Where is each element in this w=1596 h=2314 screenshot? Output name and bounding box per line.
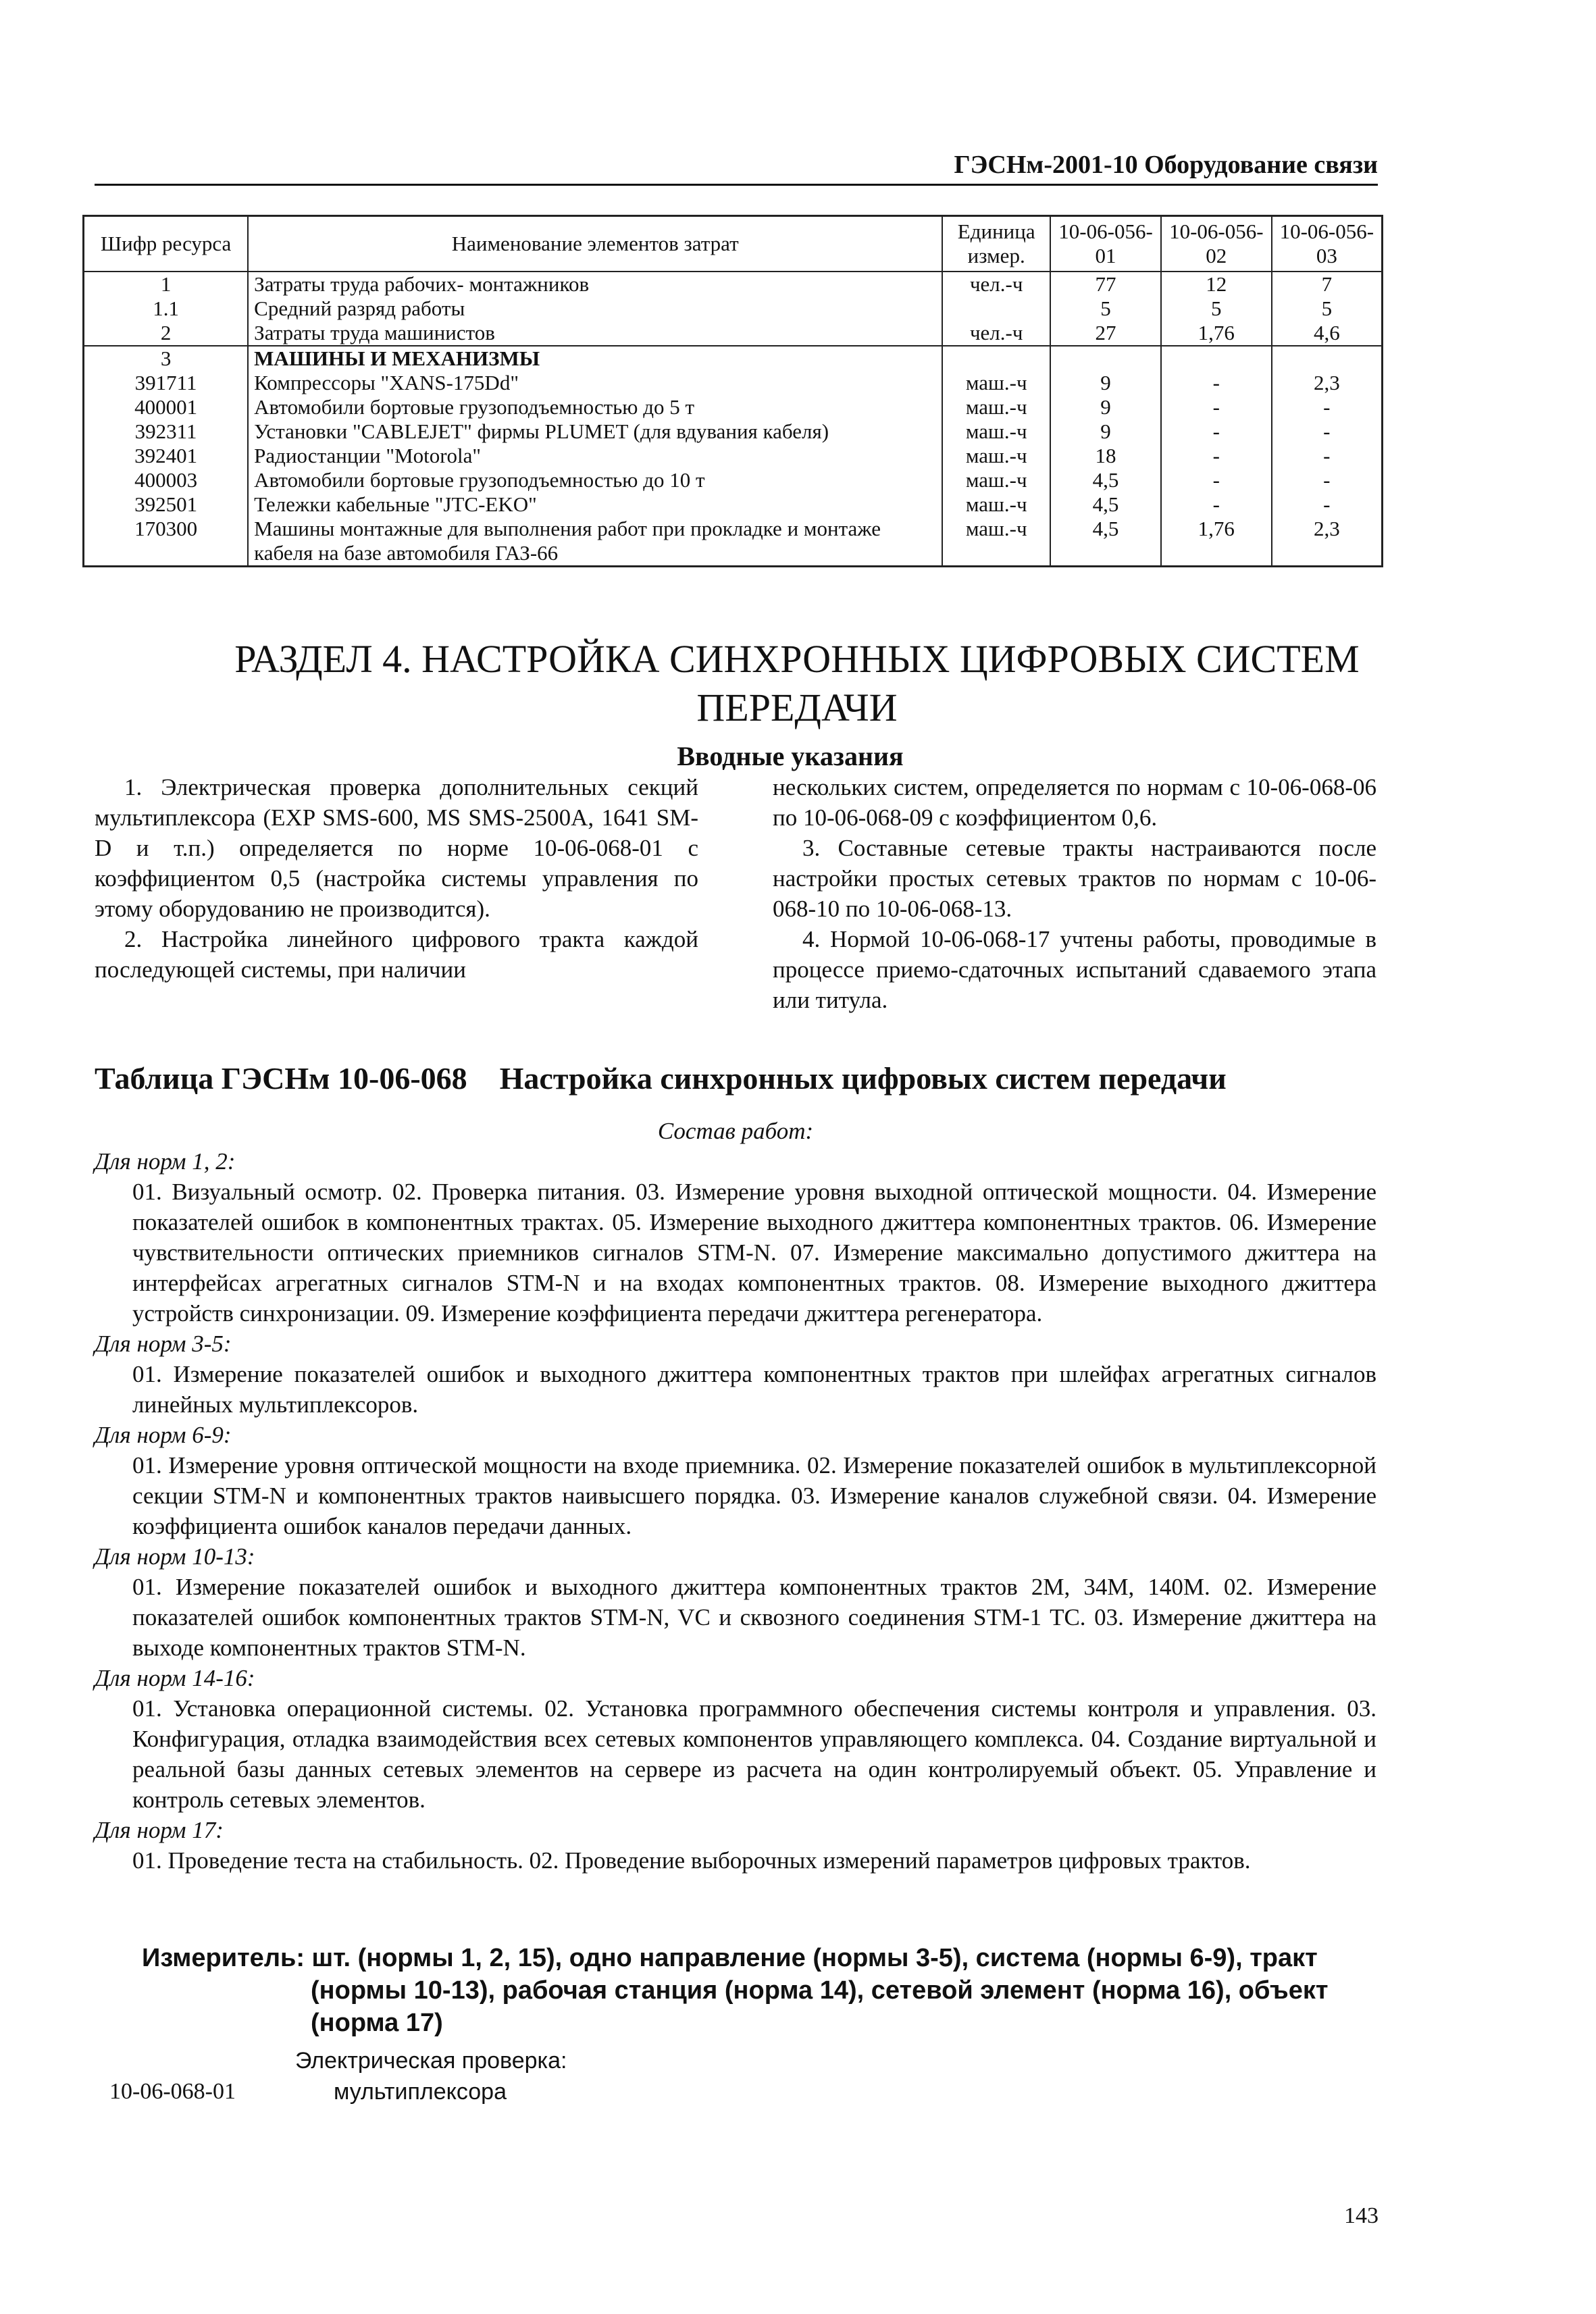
col-header-norm-01: 10-06-056-01 (1050, 216, 1161, 272)
table-row (84, 272, 1383, 297)
section-title-line2: ПЕРЕДАЧИ (696, 686, 898, 729)
norm-group-label: Для норм 10-13: (95, 1543, 255, 1570)
cell-norm-01: 18 (1050, 444, 1161, 468)
table-row (84, 419, 1383, 444)
table-row (84, 492, 1383, 517)
cell-unit: маш.-ч (942, 517, 1050, 567)
cell-unit: маш.-ч (942, 492, 1050, 517)
cell-norm-01: 4,5 (1050, 492, 1161, 517)
cell-unit: чел.-ч (942, 272, 1050, 297)
norm-group-text: 01. Проведение теста на стабильность. 02. Проведение выборочных измерений параметров цифровых трактов. (132, 1847, 1251, 1874)
work-groups (95, 1146, 1376, 1876)
norm-group-text: 01. Измерение показателей ошибок и выходного джиттера компонентных трактов 2M, 34M, 140M. 02. Измерение показателей ошибок компонентных трактов STM-N, VC и сквозного соединения STM-1 TC. 03. Измерение джиттера на выходе компонентных трактов STM-N. (132, 1574, 1376, 1661)
cell-norm-01: 9 (1050, 371, 1161, 395)
cell-norm-02: - (1161, 444, 1272, 468)
cell-norm-03: 4,6 (1272, 321, 1383, 346)
cell-norm-02 (1161, 346, 1272, 371)
cell-code: 392401 (84, 444, 249, 468)
cell-unit: маш.-ч (942, 371, 1050, 395)
cell-norm-02: - (1161, 395, 1272, 419)
page-number: 143 (1344, 2203, 1379, 2228)
cell-norm-03: - (1272, 492, 1383, 517)
col-header-code: Шифр ресурса (84, 216, 249, 272)
cell-name: Компрессоры "XANS-175Dd" (248, 371, 942, 395)
cell-name: Автомобили бортовые грузоподъемностью до 10 т (248, 468, 942, 492)
table-row (84, 444, 1383, 468)
cell-norm-03: - (1272, 468, 1383, 492)
section-title (101, 635, 1493, 732)
cell-code: 400003 (84, 468, 249, 492)
intro-paragraph: 1. Электрическая проверка дополнительных секций мультиплексора (EXP SMS-600, MS SMS-2500A, 1641 SM-D и т.п.) определяется по норме 10-06-068-01 с коэффициентом 0,5 (настройка системы управления по этому оборудованию не производится). (95, 774, 698, 922)
table-row (84, 371, 1383, 395)
cell-name: Автомобили бортовые грузоподъемностью до 5 т (248, 395, 942, 419)
measurement-unit (142, 1942, 1378, 2039)
norm-group-label: Для норм 3-5: (95, 1331, 232, 1357)
cell-norm-02: 1,76 (1161, 517, 1272, 567)
table-row (84, 346, 1383, 371)
cell-norm-02: - (1161, 371, 1272, 395)
cell-norm-02: - (1161, 468, 1272, 492)
entry-code: 10-06-068-01 (109, 2079, 236, 2104)
intro-paragraph-continued: нескольких систем, определяется по нормам с 10-06-068-06 по 10-06-068-09 с коэффициентом 0,6. (773, 774, 1376, 831)
cell-code: 2 (84, 321, 249, 346)
cell-norm-03: 2,3 (1272, 371, 1383, 395)
cell-code: 170300 (84, 517, 249, 567)
entry-caption: Электрическая проверка: (295, 2048, 567, 2074)
cell-norm-03: - (1272, 444, 1383, 468)
cell-code: 1 (84, 272, 249, 297)
cell-unit (942, 346, 1050, 371)
cell-unit: маш.-ч (942, 468, 1050, 492)
resources-table-header (84, 216, 1383, 272)
norm-group-label: Для норм 1, 2: (95, 1148, 236, 1175)
table-row (84, 297, 1383, 321)
cell-norm-01: 5 (1050, 297, 1161, 321)
col-header-norm-03: 10-06-056-03 (1272, 216, 1383, 272)
measure-line: (нормы 10-13), рабочая станция (норма 14), сетевой элемент (норма 16), объект (311, 1976, 1329, 2005)
col-header-unit: Единица измер. (942, 216, 1050, 272)
header-rule (95, 184, 1378, 186)
cell-code: 391711 (84, 371, 249, 395)
cell-code: 1.1 (84, 297, 249, 321)
norm-group-label: Для норм 17: (95, 1817, 224, 1843)
table-row (84, 517, 1383, 567)
cell-unit: маш.-ч (942, 395, 1050, 419)
resources-table-body (84, 272, 1383, 567)
cell-code: 392501 (84, 492, 249, 517)
cell-norm-03: 5 (1272, 297, 1383, 321)
cell-norm-02: - (1161, 492, 1272, 517)
section-title-line1: РАЗДЕЛ 4. НАСТРОЙКА СИНХРОННЫХ ЦИФРОВЫХ СИСТЕМ (234, 637, 1360, 681)
cell-unit: маш.-ч (942, 419, 1050, 444)
cell-norm-01: 9 (1050, 395, 1161, 419)
cell-norm-01: 4,5 (1050, 517, 1161, 567)
table-number: Таблица ГЭСНм 10-06-068 (95, 1061, 467, 1096)
intro-right-column (773, 772, 1376, 1015)
measure-line: (норма 17) (311, 2009, 443, 2037)
table-row (84, 395, 1383, 419)
intro-heading: Вводные указания (677, 741, 904, 771)
norm-group-text: 01. Визуальный осмотр. 02. Проверка питания. 03. Измерение уровня выходной оптической мощности. 04. Измерение показателей ошибок в компонентных трактах. 05. Измерение выходного джиттера компонентных трактов. 06. Измерение чувствительности оптических приемников сигналов STM-N. 07. Измерение максимально допустимого джиттера на интерфейсах агрегатных сигналов STM-N и на входах компонентных трактов. 08. Измерение выходного джиттера устройств синхронизации. 09. Измерение коэффициента передачи джиттера регенератора. (132, 1179, 1376, 1327)
intro-paragraph: 4. Нормой 10-06-068-17 учтены работы, проводимые в процессе приемо-сдаточных испытаний сдаваемого этапа или титула. (773, 926, 1376, 1013)
cell-unit (942, 297, 1050, 321)
cell-name: Машины монтажные для выполнения работ при прокладке и монтаже кабеля на базе автомобиля ГАЗ-66 (248, 517, 942, 567)
cell-norm-01 (1050, 346, 1161, 371)
cell-unit: чел.-ч (942, 321, 1050, 346)
cell-norm-03: 2,3 (1272, 517, 1383, 567)
table-row (84, 321, 1383, 346)
table-row (84, 468, 1383, 492)
intro-paragraph: 2. Настройка линейного цифрового тракта каждой последующей системы, при наличии (95, 926, 698, 983)
cell-unit: маш.-ч (942, 444, 1050, 468)
entry-name: мультиплексора (334, 2079, 507, 2105)
norm-group-label: Для норм 14-16: (95, 1665, 255, 1691)
cell-norm-02: 1,76 (1161, 321, 1272, 346)
work-composition-caption: Состав работ: (657, 1118, 814, 1144)
table-heading (95, 1060, 1378, 1096)
cell-norm-03: - (1272, 419, 1383, 444)
table-title: Настройка синхронных цифровых систем передачи (499, 1061, 1227, 1096)
norm-group-text: 01. Измерение уровня оптической мощности на входе приемника. 02. Измерение показателей ошибок в мультиплексорной секции STM-N и компонентных трактов наивысшего порядка. 03. Измерение каналов служебной связи. 04. Измерение коэффициента ошибок каналов передачи данных. (132, 1452, 1376, 1539)
intro-columns (95, 772, 1376, 1015)
cell-name: Затраты труда машинистов (248, 321, 942, 346)
col-header-name: Наименование элементов затрат (248, 216, 942, 272)
cell-code: 392311 (84, 419, 249, 444)
cell-norm-03: - (1272, 395, 1383, 419)
norm-group-text: 01. Установка операционной системы. 02. Установка программного обеспечения системы контроля и управления. 03. Конфигурация, отладка взаимодействия всех сетевых компонентов управляющего комплекса. 04. Создание виртуальной и реальной базы данных сетевых элементов на сервере из расчета на один контролируемый объект. 05. Управление и контроль сетевых элементов. (132, 1695, 1376, 1813)
norm-group-text: 01. Измерение показателей ошибок и выходного джиттера компонентных трактов при шлейфах агрегатных сигналов линейных мультиплексоров. (132, 1361, 1376, 1418)
cell-norm-02: 5 (1161, 297, 1272, 321)
work-composition (95, 1116, 1376, 1876)
cell-name: Затраты труда рабочих- монтажников (248, 272, 942, 297)
cell-norm-02: - (1161, 419, 1272, 444)
cell-norm-03 (1272, 346, 1383, 371)
cell-name: Средний разряд работы (248, 297, 942, 321)
cell-norm-02: 12 (1161, 272, 1272, 297)
intro-paragraph: 3. Составные сетевые тракты настраиваются после настройки простых сетевых трактов по нормам с 10-06-068-10 по 10-06-068-13. (773, 835, 1376, 922)
cell-norm-03: 7 (1272, 272, 1383, 297)
cell-name: Установки "CABLEJET" фирмы PLUMET (для вдувания кабеля) (248, 419, 942, 444)
norm-group-label: Для норм 6-9: (95, 1422, 232, 1448)
cell-name: Тележки кабельные "JTC-EKO" (248, 492, 942, 517)
cell-code: 3 (84, 346, 249, 371)
cell-code: 400001 (84, 395, 249, 419)
cell-name: МАШИНЫ И МЕХАНИЗМЫ (248, 346, 942, 371)
cell-norm-01: 9 (1050, 419, 1161, 444)
cell-norm-01: 77 (1050, 272, 1161, 297)
cell-norm-01: 4,5 (1050, 468, 1161, 492)
intro-left-column (95, 772, 698, 1015)
resources-table (82, 215, 1383, 567)
measure-line: Измеритель: шт. (нормы 1, 2, 15), одно направление (нормы 3-5), система (нормы 6-9), тракт (142, 1944, 1318, 1972)
cell-norm-01: 27 (1050, 321, 1161, 346)
cell-name: Радиостанции "Motorola" (248, 444, 942, 468)
running-header: ГЭСНм-2001-10 Оборудование связи (954, 151, 1378, 179)
col-header-norm-02: 10-06-056-02 (1161, 216, 1272, 272)
